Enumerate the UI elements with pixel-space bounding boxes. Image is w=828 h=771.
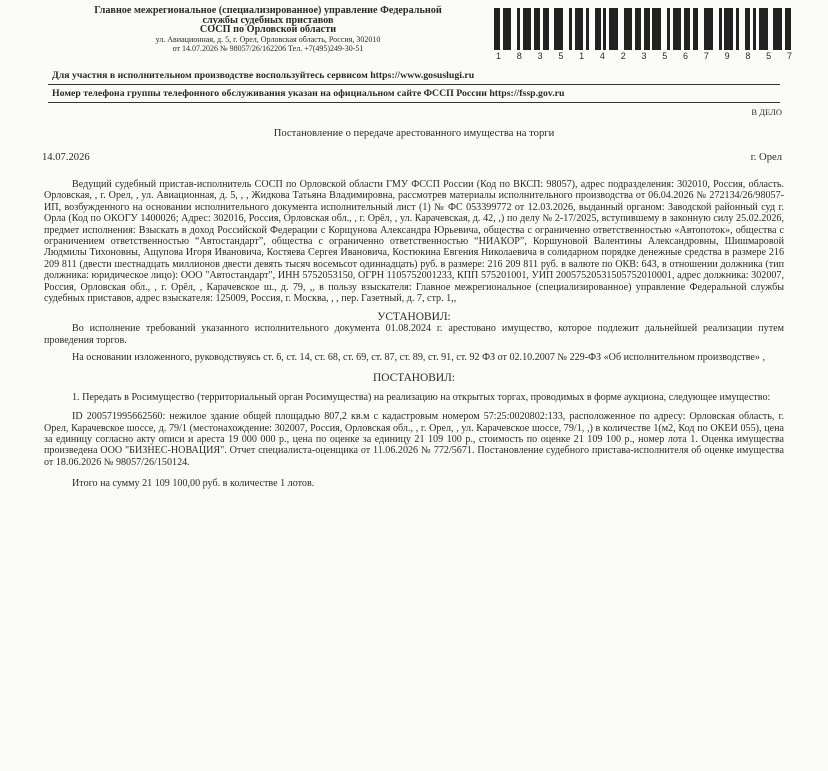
gosuslugi-notice: Для участия в исполнительном производстве воспользуйтесь сервисом https://www.gosuslugi.ru [52,70,475,81]
barcode-digit: 9 [724,51,730,61]
divider [48,102,780,103]
issuer-block [58,6,478,54]
barcode-digit: 1 [579,51,585,61]
barcode-digit: 5 [662,51,668,61]
barcode [494,8,794,61]
barcode-digit: 6 [683,51,689,61]
total-line: Итого на сумму 21 109 100,00 руб. в количестве 1 лотов. [72,478,315,490]
lot-description: ID 200571995662560: нежилое здание общей площадью 807,2 кв.м с кадастровым номером 57:25:0020802:133, расположенное по адресу: Орловская область, г. Орел, Карачевское шоссе, д. 79/1 (местонахождение: 302007, Россия, Орловская обл., , г. Орел, , ул. Карачевское шоссе, 79/1, ,) в количестве 1(м2, Код по ОКЕИ 055), цена за единицу согласно акту описи и ареста 19 000 000 р., цена по оценке за единицу 21 109 100 р., стоимость по оценке 21 109 100 р., номер лота 1. Оценка имущества произведена ООО "БИЗНЕС-НОВАЦИЯ". Отчет специалиста-оценщика от 11.06.2026 № 772/5671. Постановление судебного пристава-исполнителя об оценке имущества от 18.06.2026 № 98057/26/150124. [44,411,784,468]
barcode-digit: 8 [745,51,751,61]
barcode-digit: 7 [786,51,792,61]
barcode-bars [494,8,794,50]
barcode-digit: 8 [516,51,522,61]
barcode-digit: 3 [537,51,543,61]
barcode-digit: 2 [620,51,626,61]
intro-paragraph: Ведущий судебный пристав-исполнитель СОСП по Орловской области ГМУ ФССП России (Код по ВКСП: 98057), адрес подразделения: 302010, Россия, область. Орловская, , г. Орел, , ул. Авиационная, д. 5, , , Жидкова Татьяна Владимировна, рассмотрев материалы исполнительного производства от 06.04.2026 № 272134/26/98057-ИП, возбужденного на основании исполнительного документа исполнительный лист (1) № ФС 053399772 от 12.03.2026, выданный органом: Заводской районный суд г. Орла (Код по ОКОГУ 1400026; Адрес: 302016, Россия, Орловская обл., , г. Орёл, , ул. Карачевская, д. 42, ,) по делу № 2-17/2025, вступившему в законную силу 25.02.2026, предмет исполнения: Взыскать в доход Российской Федерации с Корщунова Александра Юрьевича, общества с ограниченно ответственностью «Автопоток», общества с ограничением ответственностью “Автостандарт”, общества с ограниченно ответственностью “НИАКОР”, Коршуновой Валентины Александровны, Шишмаровой Людмилы Тихоновны, Ащупова Игоря Ивановича, Костяева Сергея Ивановича, Костюкина Евгения Николаевича в солидарном порядке денежные средства в размере 216 209 811 (двести шестнадцать миллионов двести девять тысяч восемьсот одиннадцать) руб. в размере: 216 209 811 руб. в валюте по ОКВ: 643, в отношении должника (тип должника: юридическое лицо): ООО "Автостандарт", ИНН 5752053150, ОГРН 1105752001233, КПП 575201001, УИП 20057520531505752010001, адрес должника: 302007, Россия, Орловская обл., , г. Орёл, , Карачевское ш., д. 79, ,, в пользу взыскателя: Главное межрегиональное (специализированное) управление Федеральной службы судебных приставов, адрес взыскателя: 125009, Россия, г. Москва, , , пер. Газетный, д. 7, стр. 1,, [44,179,784,305]
issuer-line-2: службы судебных приставов [202,14,334,26]
barcode-digit: 5 [558,51,564,61]
barcode-digits [494,51,794,61]
basis-paragraph: На основании изложенного, руководствуясь ст. 6, ст. 14, ст. 68, ст. 69, ст. 87, ст. 89, ст. 91, ст. 92 ФЗ от 02.10.2007 № 229-ФЗ «Об исполнительном производстве» , [72,352,765,364]
heading-postanovil: ПОСТАНОВИЛ: [373,371,455,384]
document-title: Постановление о передаче арестованного имущества на торги [273,128,555,139]
barcode-digit: 5 [766,51,772,61]
divider [48,84,780,85]
issuer-line-1: Главное межрегиональное (специализированное) управление Федеральной [94,5,442,16]
decision-item-1: 1. Передать в Росимущество (территориальный орган Росимущества) на реализацию на открытых торгах, проводимых в форме аукциона, следующее имущество: [72,391,771,403]
barcode-digit: 7 [703,51,709,61]
barcode-digit: 3 [641,51,647,61]
date-line [42,152,782,163]
document-date: 14.07.2026 [42,152,90,163]
issuer-line-3: СОСП по Орловской области [199,24,337,36]
barcode-digit: 1 [496,51,502,61]
barcode-digit: 4 [599,51,605,61]
ustanovil-paragraph: Во исполнение требований указанного исполнительного документа 01.08.2024 г. арестовано имущество, которое подлежит дальнейшей реализации путем проведения торгов. [44,323,784,346]
issuer-address: ул. Авиационная, д. 5, г. Орел, Орловская область, Россия, 302010 [155,34,381,44]
issuer-reference: от 14.07.2026 № 98057/26/162206 Тел. +7(495)249-30-51 [172,44,364,54]
heading-ustanovil: УСТАНОВИЛ: [377,311,451,324]
document-header [38,6,790,64]
filing-mark: В ДЕЛО [751,107,782,117]
document-city: г. Орел [750,152,782,163]
phone-notice: Номер телефона группы телефонного обслуживания указан на официальном сайте ФССП России https://fssp.gov.ru [52,88,565,99]
